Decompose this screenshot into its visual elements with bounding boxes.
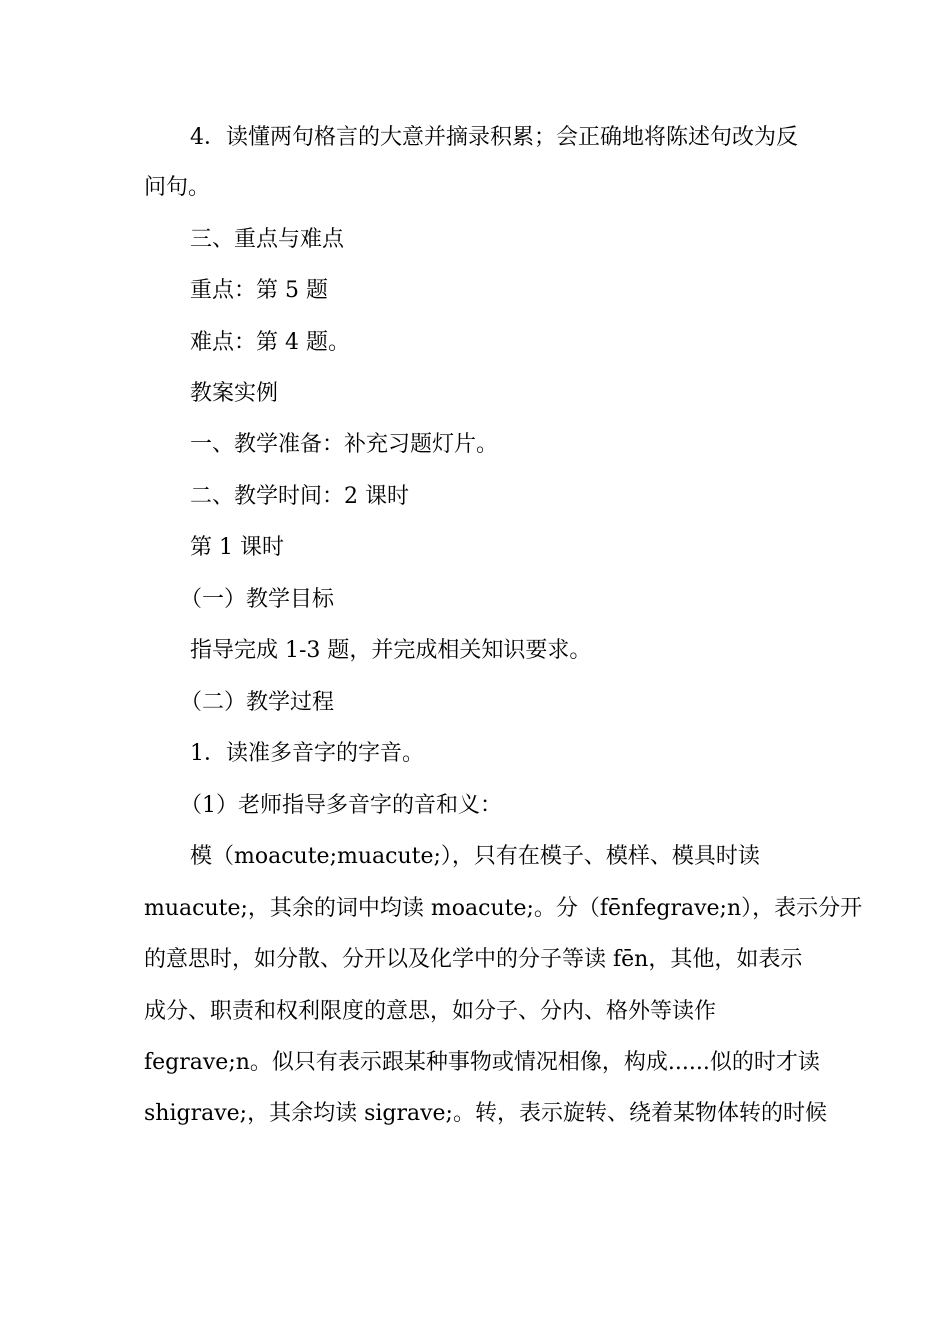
text-line: 的意思时，如分散、分开以及化学中的分子等读 fēn，其他，如表示	[144, 947, 803, 972]
text-line: shigrave;，其余均读 sigrave;。转，表示旋转、绕着某物体转的时候	[144, 1101, 827, 1126]
text-line: 1．读准多音字的字音。	[190, 741, 424, 766]
text-line: 模（moacute;muacute;），只有在模子、模样、模具时读	[190, 844, 760, 869]
text-line: 难点：第 4 题。	[190, 330, 350, 355]
text-line: muacute;，其余的词中均读 moacute;。分（fēnfegrave;n），表示分开	[144, 896, 863, 921]
text-line: 二、教学时间：2 课时	[190, 484, 409, 509]
text-line: fegrave;n。似只有表示跟某种事物或情况相像，构成......似的时才读	[144, 1050, 820, 1075]
text-line: 重点：第 5 题	[190, 278, 328, 303]
text-line: 一、教学准备：补充习题灯片。	[190, 432, 499, 457]
text-line: （1）老师指导多音字的音和义：	[180, 793, 502, 818]
text-line: 问句。	[144, 175, 211, 200]
text-line: 4．读懂两句格言的大意并摘录积累；会正确地将陈述句改为反	[190, 125, 798, 150]
text-line: 成分、职责和权利限度的意思，如分子、分内、格外等读作	[144, 999, 717, 1024]
text-line: 指导完成 1-3 题，并完成相关知识要求。	[190, 638, 592, 663]
section-heading: 第 1 课时	[190, 535, 284, 560]
section-heading: （一）教学目标	[180, 587, 335, 612]
section-heading: 教案实例	[190, 381, 279, 406]
section-heading: 三、重点与难点	[190, 227, 345, 252]
section-heading: （二）教学过程	[180, 690, 335, 715]
